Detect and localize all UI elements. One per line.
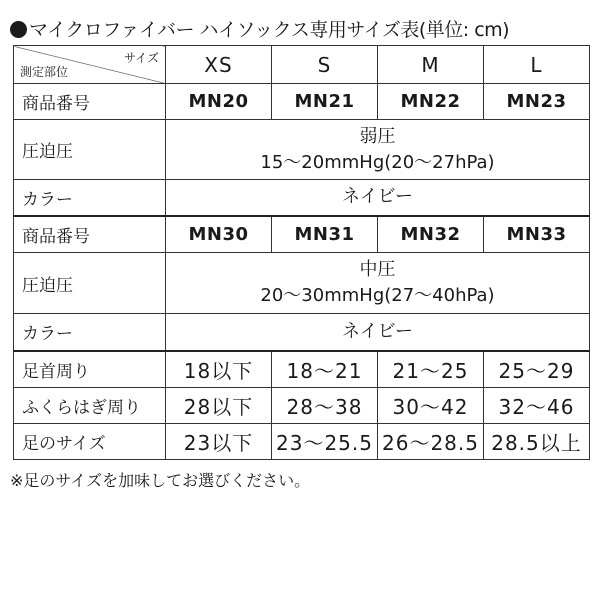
table-row xyxy=(14,216,590,253)
measurement-cell: 30〜42 xyxy=(378,388,484,424)
measurement-cell: 18〜21 xyxy=(272,351,378,388)
title-text: マイクロファイバー ハイソックス専用サイズ表(単位: cm) xyxy=(29,19,510,41)
product-code-label: 商品番号 xyxy=(14,84,166,120)
product-code-cell: MN32 xyxy=(378,216,484,253)
measurement-cell: 21〜25 xyxy=(378,351,484,388)
product-code-cell: MN23 xyxy=(484,84,590,120)
product-code-cell: MN22 xyxy=(378,84,484,120)
product-code-cell: MN33 xyxy=(484,216,590,253)
pressure-cell xyxy=(166,253,590,314)
table-row xyxy=(14,253,590,314)
size-s-header: S xyxy=(272,46,378,84)
measurement-cell: 23以下 xyxy=(166,424,272,460)
table-row xyxy=(14,351,590,388)
part-header-label: 測定部位 xyxy=(20,65,69,79)
table-row xyxy=(14,180,590,216)
size-header-label: サイズ xyxy=(123,51,159,65)
measurement-cell: 25〜29 xyxy=(484,351,590,388)
bullet-dot-icon xyxy=(10,21,27,38)
product-code-label: 商品番号 xyxy=(14,216,166,253)
product-code-cell: MN31 xyxy=(272,216,378,253)
page-title xyxy=(10,15,590,45)
measurement-cell: 18以下 xyxy=(166,351,272,388)
color-value: ネイビー xyxy=(166,180,590,216)
footnote: ※足のサイズを加味してお選びください。 xyxy=(10,471,311,490)
header-row xyxy=(14,46,590,84)
pressure-name: 中圧 xyxy=(359,259,396,280)
product-code-cell: MN21 xyxy=(272,84,378,120)
measurement-cell: 28以下 xyxy=(166,388,272,424)
table-row xyxy=(14,388,590,424)
pressure-label: 圧迫圧 xyxy=(14,253,166,314)
pressure-value: 20〜30mmHg(27〜40hPa) xyxy=(260,285,495,306)
color-label: カラー xyxy=(14,180,166,216)
table-row xyxy=(14,314,590,351)
calf-label: ふくらはぎ周り xyxy=(14,388,166,424)
foot-size-label: 足のサイズ xyxy=(14,424,166,460)
measurement-cell: 28〜38 xyxy=(272,388,378,424)
measurement-cell: 23〜25.5 xyxy=(272,424,378,460)
header-corner-cell xyxy=(14,46,166,84)
size-xs-header: XS xyxy=(166,46,272,84)
measurement-cell: 32〜46 xyxy=(484,388,590,424)
table-row xyxy=(14,424,590,460)
size-table xyxy=(13,45,590,460)
pressure-label: 圧迫圧 xyxy=(14,120,166,180)
color-label: カラー xyxy=(14,314,166,351)
size-m-header: M xyxy=(378,46,484,84)
pressure-name: 弱圧 xyxy=(359,125,396,147)
product-code-cell: MN30 xyxy=(166,216,272,253)
ankle-label: 足首周り xyxy=(14,351,166,388)
table-row xyxy=(14,120,590,180)
table-row xyxy=(14,84,590,120)
measurement-cell: 28.5以上 xyxy=(484,424,590,460)
pressure-value: 15〜20mmHg(20〜27hPa) xyxy=(260,151,495,173)
color-value: ネイビー xyxy=(166,314,590,351)
measurement-cell: 26〜28.5 xyxy=(378,424,484,460)
pressure-cell xyxy=(166,120,590,180)
product-code-cell: MN20 xyxy=(166,84,272,120)
size-l-header: L xyxy=(484,46,590,84)
